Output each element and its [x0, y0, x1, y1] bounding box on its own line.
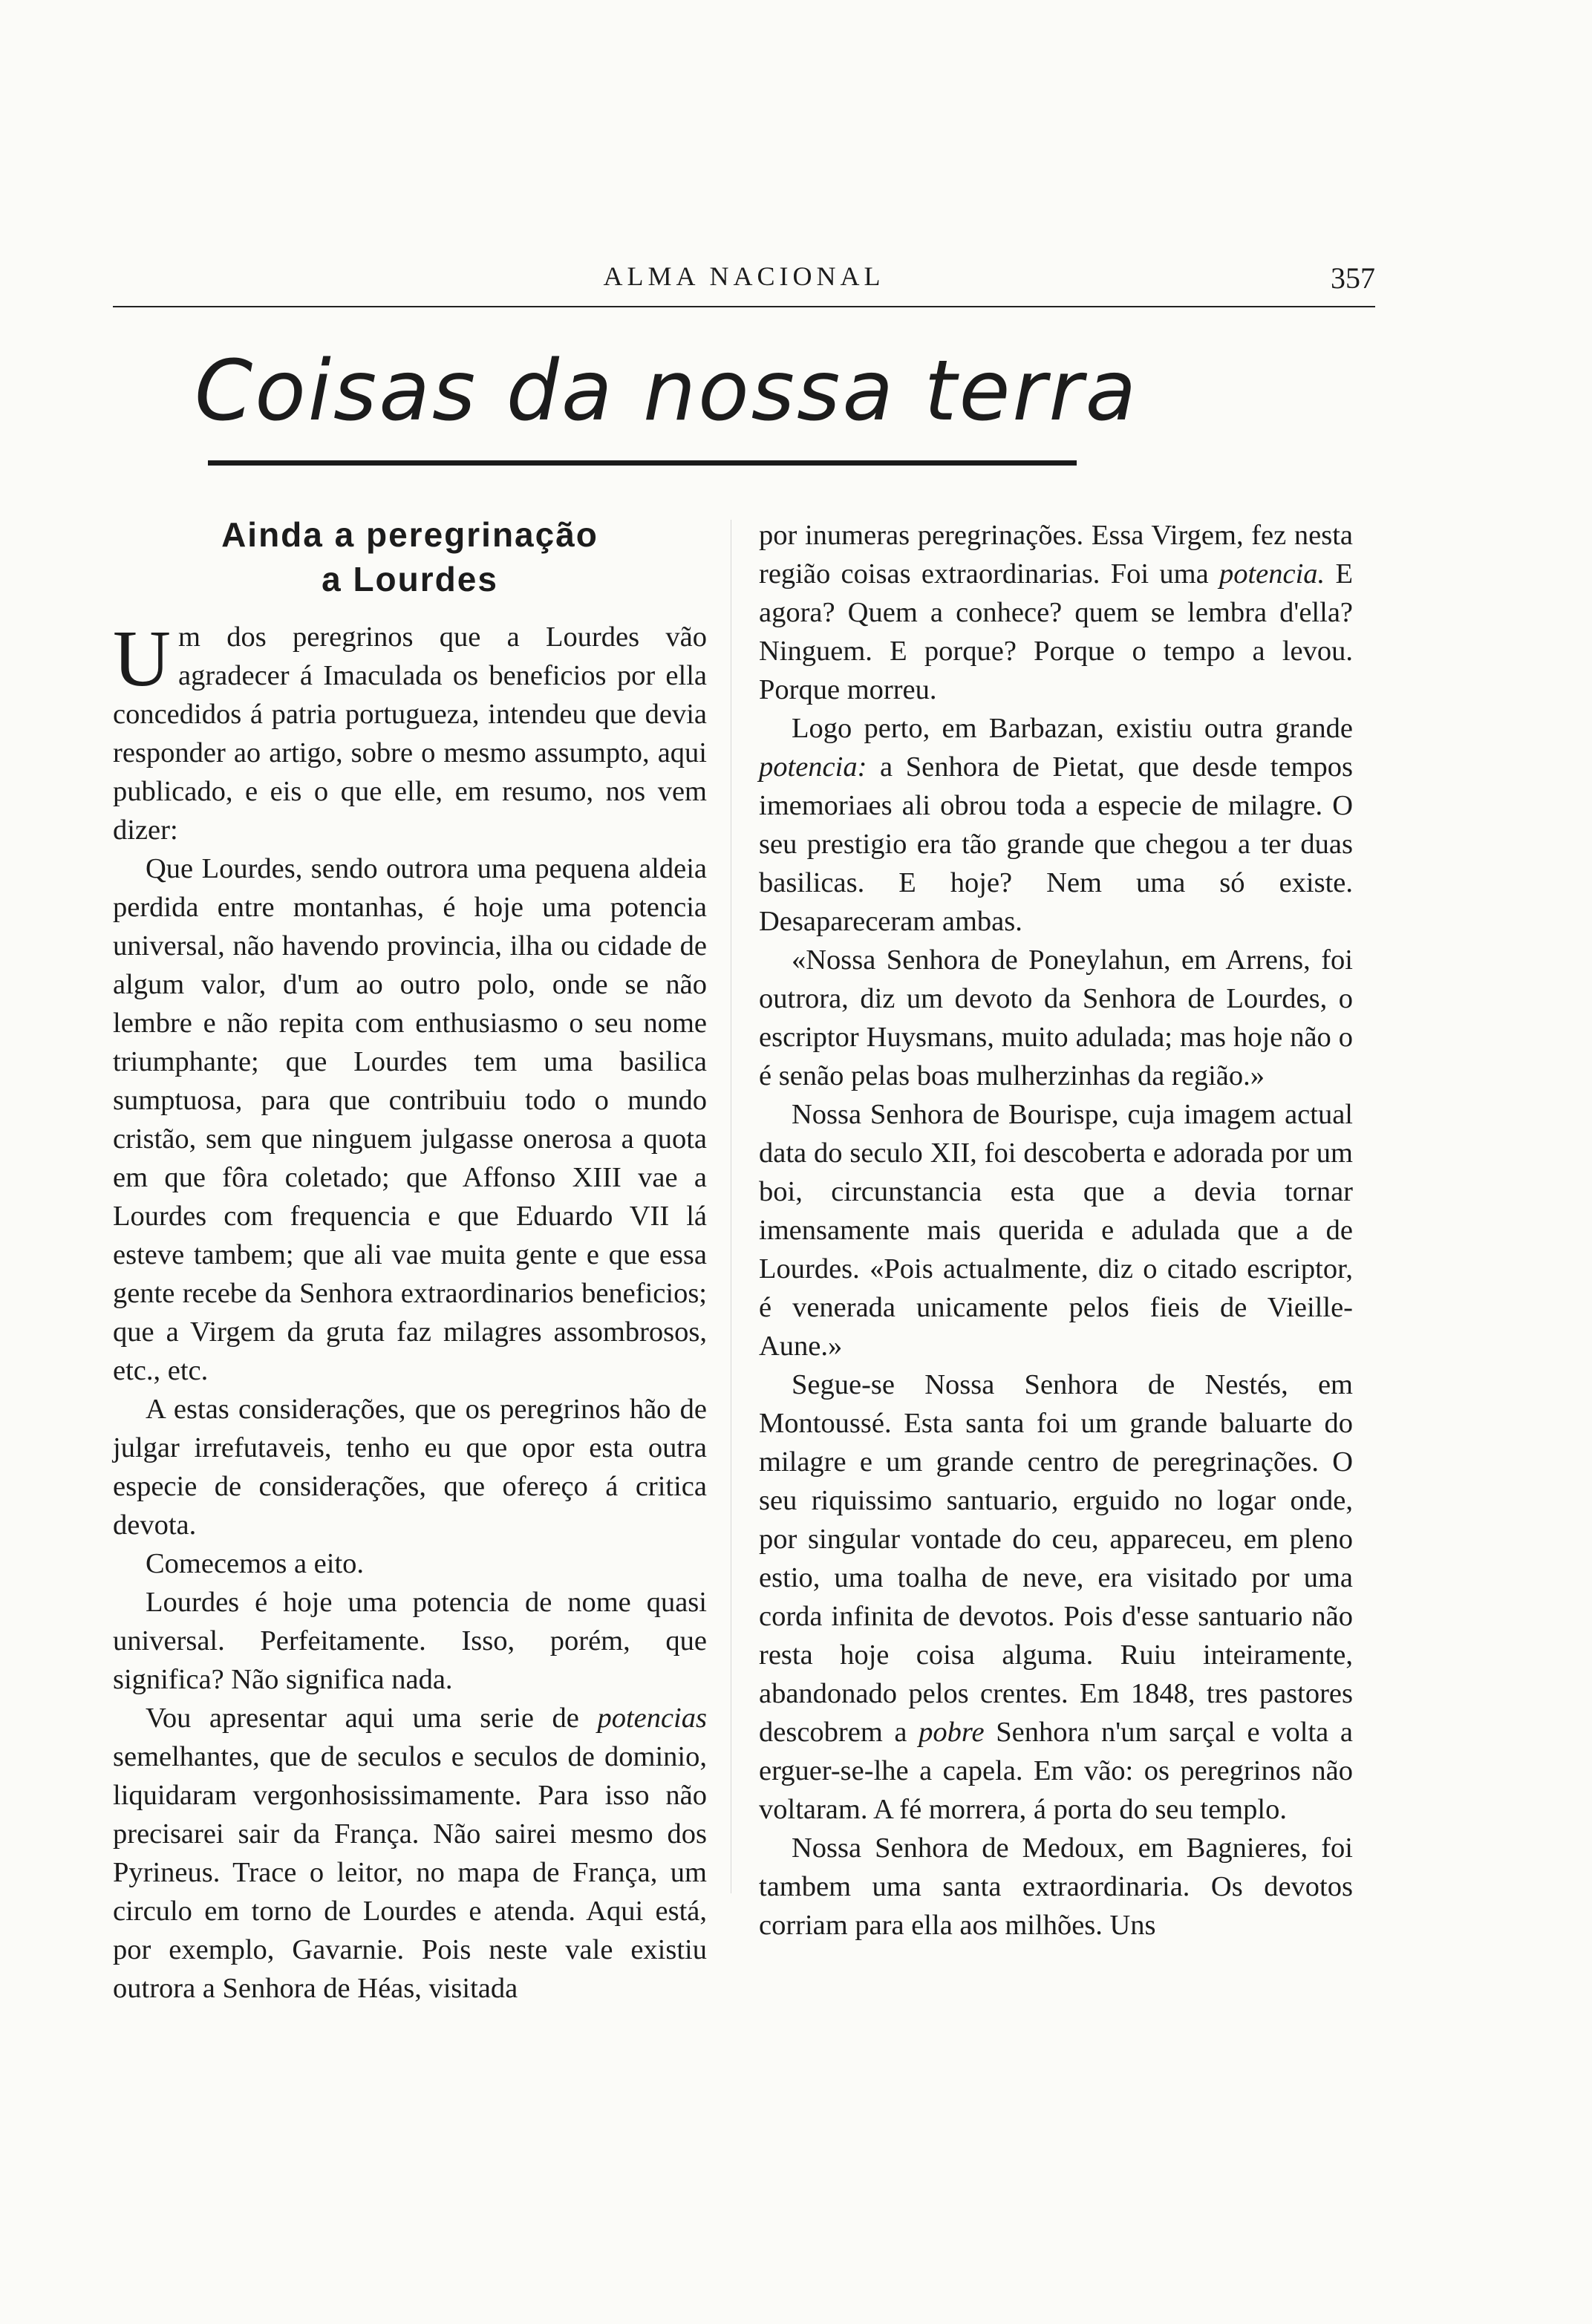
paragraph-6-italic: potencias	[597, 1703, 707, 1734]
paragraph-8-text-a: Logo perto, em Barbazan, existiu outra grande	[792, 713, 1353, 744]
section-title-rule	[208, 460, 1077, 466]
section-title: Coisas da nossa terra	[195, 343, 1139, 440]
paragraph-11	[759, 1365, 1353, 1829]
paragraph-11-text-a: Segue-se Nossa Senhora de Nestés, em Montoussé. Esta santa foi um grande baluarte do milagre e um grande centro de peregrinações. O seu riquissimo santuario, erguido no logar onde, por singular vontade do ceu, appareceu, em pleno estio, uma toalha de neve, era visitado por uma corda infinita de devotos. Pois d'esse santuario não resta hoje coisa alguma. Ruiu inteiramente, abandonado pelos crentes. Em 1848, tres pastores descobrem a	[759, 1369, 1353, 1748]
article-title	[113, 512, 707, 601]
left-column	[113, 512, 707, 2008]
paragraph-2: Que Lourdes, sendo outrora uma pequena aldeia perdida entre montanhas, é hoje uma potencia universal, não havendo provincia, ilha ou cidade de algum valor, d'um ao outro polo, onde se não lembre e não repita com enthusiasmo o seu nome triumphante; que Lourdes tem uma basilica sumptuosa, para que contribuiu todo o mundo cristão, sem que ninguem julgasse onerosa a quota em que fôra coletado; que Affonso XIII vae a Lourdes com frequencia e que Eduardo VII lá esteve tambem; que ali vae muita gente e que essa gente recebe da Senhora extraordinarios beneficios; que a Virgem da gruta faz milagres assombrosos, etc., etc.	[113, 853, 707, 1386]
paragraph-12: Nossa Senhora de Medoux, em Bagnieres, foi tambem uma santa extraordinaria. Os devotos corriam para ella aos milhões. Uns	[759, 1832, 1353, 1941]
paragraph-1-text: m dos peregrinos que a Lourdes vão agradecer á Imaculada os beneficios por ella concedidos á patria portugueza, intendeu que devia responder ao artigo, sobre o mesmo assumpto, aqui publicado, e eis o que elle, em resumo, nos vem dizer:	[113, 621, 707, 846]
paragraph-8-text-b: a Senhora de Pietat, que desde tempos imemoriaes ali obrou toda a especie de milagre. O seu prestigio era tão grande que chegou a ter duas basilicas. E hoje? Nem uma só existe. Desapareceram ambas.	[759, 751, 1353, 937]
paragraph-7-text-a: por inumeras peregrinações. Essa Virgem, fez nesta região coisas extraordinarias. Foi uma	[759, 520, 1353, 590]
paragraph-6-text-b: semelhantes, que de seculos e seculos de dominio, liquidaram vergonhosissimamente. Para isso não precisarei sair da França. Não sairei mesmo dos Pyrineus. Trace o leitor, no mapa de França, um circulo em torno de Lourdes e atenda. Aqui está, por exemplo, Gavarnie. Pois neste vale existiu outrora a Senhora de Héas, visitada	[113, 1741, 707, 2004]
paragraph-4: Comecemos a eito.	[146, 1548, 365, 1579]
paragraph-6-text-a: Vou apresentar aqui uma serie de	[146, 1703, 598, 1734]
paragraph-3: A estas considerações, que os peregrinos hão de julgar irrefutaveis, tenho eu que opor esta outra especie de considerações, que ofereço á critica devota.	[113, 1394, 707, 1541]
paragraph-6	[113, 1699, 707, 2008]
paragraph-7-text-b: E agora? Quem a conhece? quem se lembra d'ella? Ninguem. E porque? Porque o tempo a levou. Porque morreu.	[759, 558, 1353, 705]
paragraph-1	[113, 615, 707, 849]
paragraph-11-italic: pobre	[919, 1717, 985, 1748]
paragraph-8-italic: potencia:	[759, 751, 867, 783]
paragraph-10: Nossa Senhora de Bourispe, cuja imagem actual data do seculo XII, foi descoberta e adorada por um boi, circunstancia esta que a devia tornar imensamente mais querida e adulada que a de Lourdes. «Pois actualmente, diz o citado escriptor, é venerada unicamente pelos fieis de Vieille-Aune.»	[759, 1099, 1353, 1362]
paragraph-9: «Nossa Senhora de Poneylahun, em Arrens, foi outrora, diz um devoto da Senhora de Lourdes, o escriptor Huysmans, muito adulada; mas hoje não o é senão pelas boas mulherzinhas da região.»	[759, 944, 1353, 1091]
article-title-line-1: Ainda a peregrinação	[221, 515, 598, 554]
paragraph-7	[759, 516, 1353, 709]
paragraph-11-text-b: Senhora n'um sarçal e volta a erguer-se-lhe a capela. Em vão: os peregrinos não voltaram. A fé morrera, á porta do seu templo.	[759, 1717, 1353, 1825]
paragraph-5: Lourdes é hoje uma potencia de nome quasi universal. Perfeitamente. Isso, porém, que significa? Não significa nada.	[113, 1587, 707, 1695]
drop-cap: U	[113, 615, 171, 703]
paragraph-7-italic: potencia.	[1219, 558, 1325, 590]
journal-name: ALMA NACIONAL	[603, 261, 885, 291]
right-column	[759, 516, 1353, 1945]
paragraph-8	[759, 709, 1353, 941]
running-head	[113, 256, 1375, 301]
header-rule	[113, 306, 1375, 307]
article-title-line-2: a Lourdes	[322, 560, 498, 598]
page-number: 357	[1331, 261, 1375, 295]
